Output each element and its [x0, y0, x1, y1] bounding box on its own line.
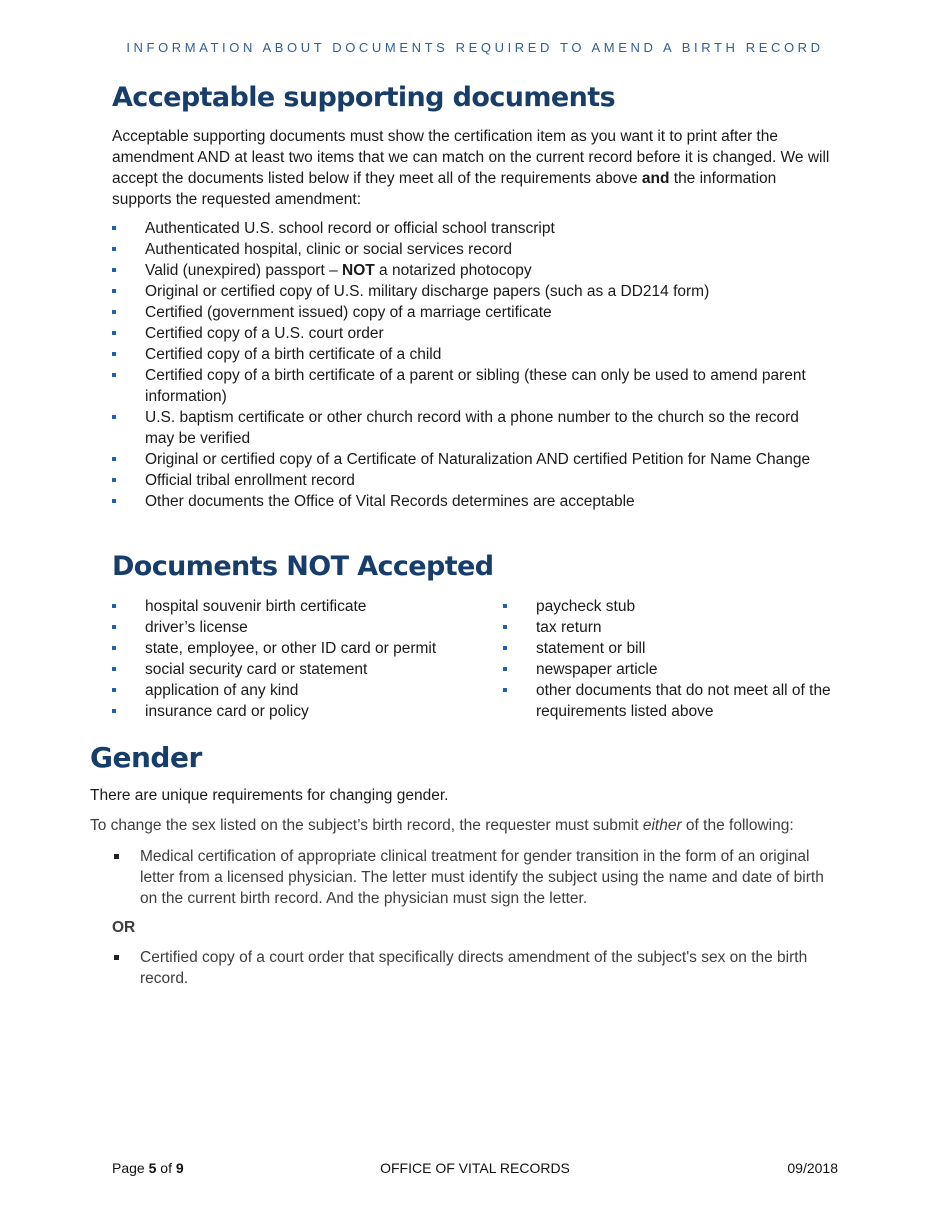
list-item: hospital souvenir birth certificate	[112, 596, 472, 617]
list-item: Certified copy of a birth certificate of a parent or sibling (these can only be used to amend parent information)	[112, 365, 832, 407]
intro-text-start: Acceptable supporting documents must show the certification item as you want it to print after the amendment AND at least two items that we can match on the current record before it is changed. We will accept the documents listed below if they meet all of the requirements above	[112, 128, 830, 187]
list-item: Original or certified copy of U.S. military discharge papers (such as a DD214 form)	[112, 281, 832, 302]
bullet-icon	[503, 646, 507, 650]
list-item: Original or certified copy of a Certificate of Naturalization AND certified Petition for Name Change	[112, 449, 832, 470]
or-label: OR	[112, 919, 136, 936]
list-item: Authenticated U.S. school record or official school transcript	[112, 218, 832, 239]
gender-instruction: To change the sex listed on the subject’s birth record, the requester must submit either of the following:	[90, 817, 794, 834]
bullet-icon	[114, 955, 119, 960]
bullet-icon	[112, 457, 116, 461]
acceptable-documents-heading: Acceptable supporting documents	[112, 82, 616, 113]
page-number: Page 5 of 9	[112, 1160, 184, 1176]
bullet-icon	[112, 709, 116, 713]
bullet-icon	[114, 854, 119, 859]
bullet-icon	[503, 625, 507, 629]
list-item: Certified copy of a birth certificate of a child	[112, 344, 832, 365]
list-item: Medical certification of appropriate clinical treatment for gender transition in the form of an original letter from a licensed physician. The letter must identify the subject using the name and date of birth on the current birth record. And the physician must sign the letter.	[112, 846, 840, 909]
gender-option-list-1	[112, 846, 840, 909]
bullet-icon	[112, 478, 116, 482]
list-item: application of any kind	[112, 680, 472, 701]
bullet-icon	[112, 667, 116, 671]
list-item: U.S. baptism certificate or other church record with a phone number to the church so the record may be verified	[112, 407, 832, 449]
list-item: statement or bill	[503, 638, 833, 659]
list-item: insurance card or policy	[112, 701, 472, 722]
bullet-icon	[112, 247, 116, 251]
bullet-icon	[112, 604, 116, 608]
running-header: INFORMATION ABOUT DOCUMENTS REQUIRED TO AMEND A BIRTH RECORD	[126, 40, 824, 55]
bullet-icon	[112, 499, 116, 503]
bullet-icon	[503, 688, 507, 692]
bullet-icon	[112, 289, 116, 293]
list-item: newspaper article	[503, 659, 833, 680]
acceptable-documents-list	[112, 218, 832, 512]
list-item: Other documents the Office of Vital Records determines are acceptable	[112, 491, 832, 512]
bullet-icon	[503, 667, 507, 671]
list-item: tax return	[503, 617, 833, 638]
list-item: Valid (unexpired) passport – NOT a notarized photocopy	[112, 260, 832, 281]
bullet-icon	[112, 625, 116, 629]
list-item: paycheck stub	[503, 596, 833, 617]
list-item: Authenticated hospital, clinic or social services record	[112, 239, 832, 260]
bullet-icon	[112, 268, 116, 272]
list-item: state, employee, or other ID card or permit	[112, 638, 472, 659]
gender-intro: There are unique requirements for changing gender.	[90, 787, 449, 804]
list-item: driver’s license	[112, 617, 472, 638]
not-accepted-list-left	[112, 596, 472, 722]
bullet-icon	[112, 646, 116, 650]
not-accepted-heading: Documents NOT Accepted	[112, 551, 494, 582]
gender-heading: Gender	[90, 741, 202, 774]
acceptable-documents-intro	[112, 126, 832, 210]
bullet-icon	[112, 331, 116, 335]
list-item: Certified copy of a U.S. court order	[112, 323, 832, 344]
gender-option-list-2	[112, 947, 840, 989]
bullet-icon	[112, 688, 116, 692]
not-accepted-list-right	[503, 596, 833, 722]
bullet-icon	[112, 310, 116, 314]
bullet-icon	[112, 352, 116, 356]
bullet-icon	[112, 373, 116, 377]
list-item: Certified copy of a court order that specifically directs amendment of the subject's sex on the birth record.	[112, 947, 840, 989]
intro-bold-and: and	[641, 170, 670, 187]
bullet-icon	[112, 226, 116, 230]
list-item: social security card or statement	[112, 659, 472, 680]
bullet-icon	[112, 415, 116, 419]
list-item: Certified (government issued) copy of a marriage certificate	[112, 302, 832, 323]
list-item: Official tribal enrollment record	[112, 470, 832, 491]
bullet-icon	[503, 604, 507, 608]
intro-text-end: the information supports the requested amendment:	[112, 170, 777, 208]
footer-date: 09/2018	[787, 1160, 838, 1176]
list-item: other documents that do not meet all of the requirements listed above	[503, 680, 833, 722]
footer-office-name: OFFICE OF VITAL RECORDS	[380, 1160, 570, 1176]
